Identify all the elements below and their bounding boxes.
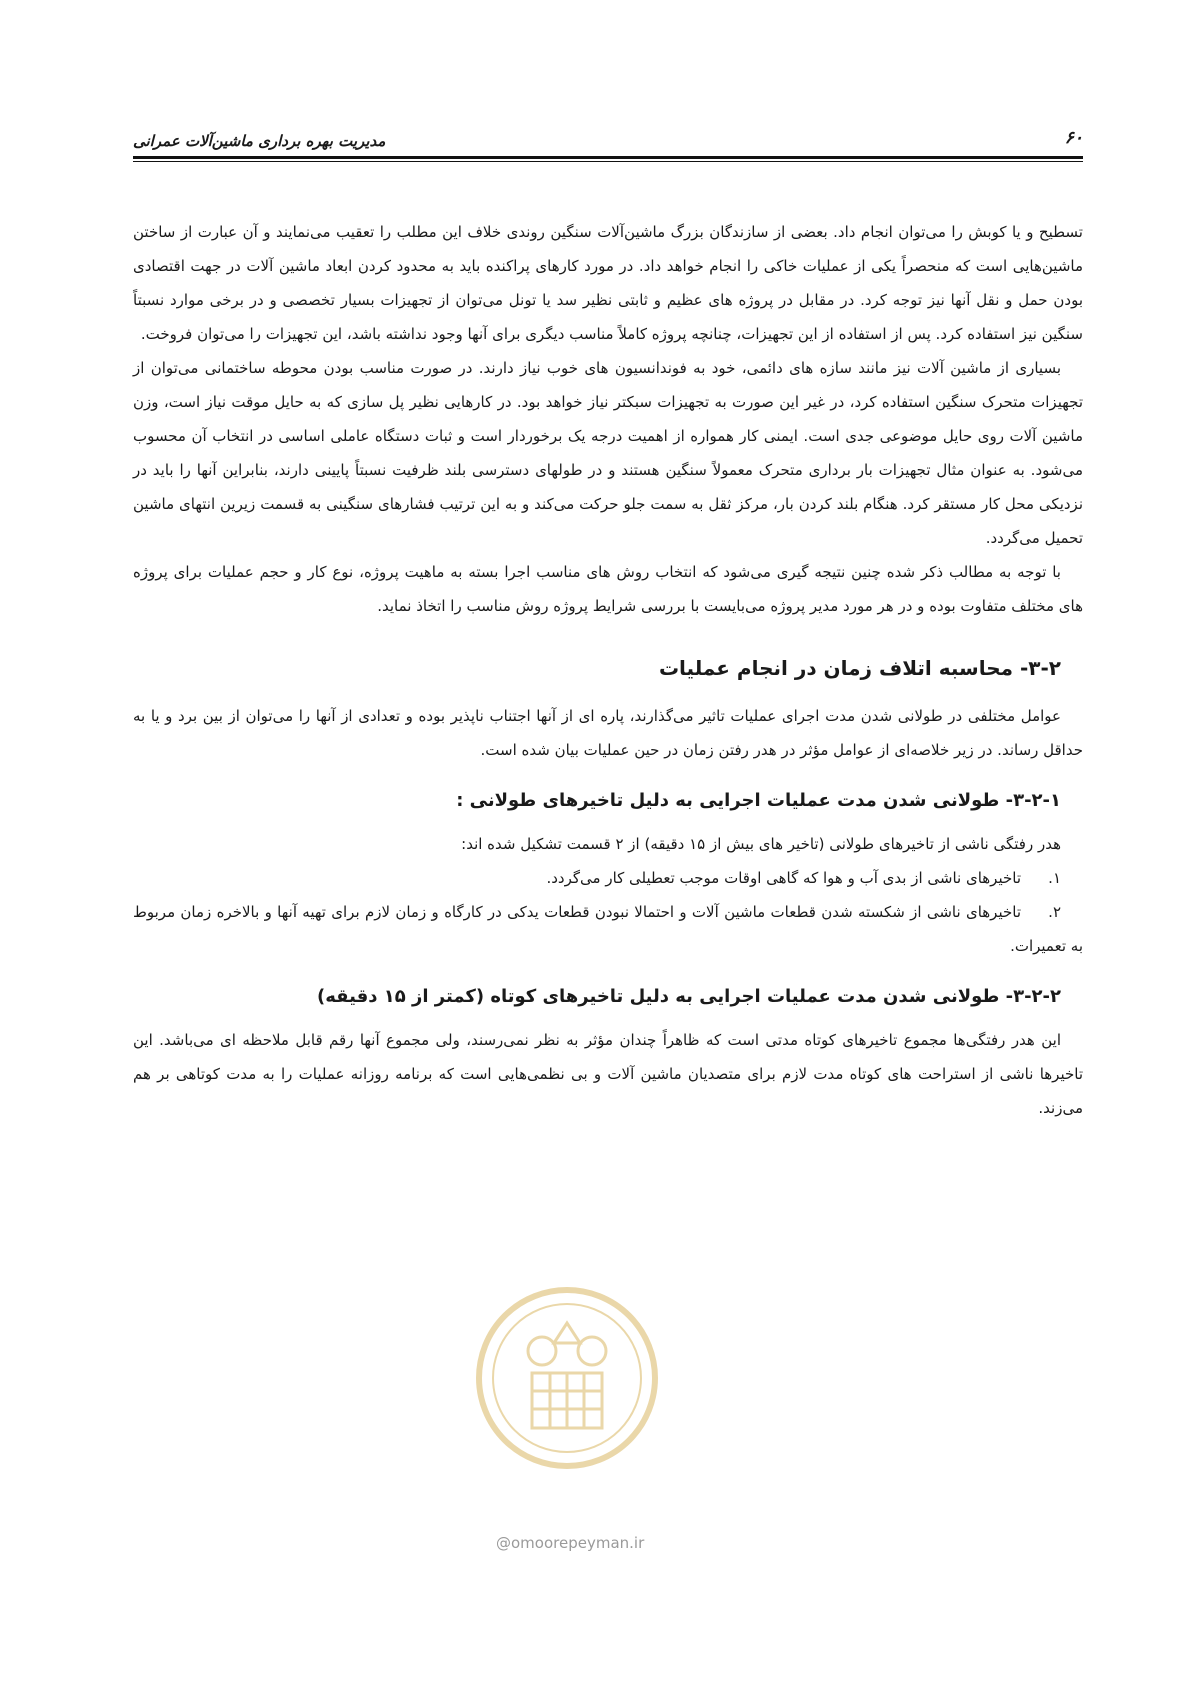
list-item <box>133 861 1083 895</box>
watermark-url: @omoorepeyman.ir <box>496 1534 645 1552</box>
header-rule <box>133 156 1083 159</box>
page-number: ۶۰ <box>1064 128 1083 148</box>
list-number: ۱. <box>1048 869 1061 887</box>
paragraph-continuation: تسطیح و یا کوبش را می‌توان انجام داد. بعضی از سازندگان بزرگ ماشین‌آلات سنگین روندی خلاف این مطلب را تعقیب می‌نمایند و آن عبارت از ساختن ماشین‌هایی است که منحصراً یکی از عملیات خاکی را انجام خواهد داد. در مورد کارهای پراکنده باید به محدود کردن ابعاد ماشین آلات در جهت اقتصادی بودن حمل و نقل آنها نیز توجه کرد. در مقابل در پروژه های عظیم و ثابتی نظیر سد یا تونل می‌توان از تجهیزات بسیار تخصصی و در برخی موارد نسبتاً سنگین نیز استفاده کرد. پس از استفاده از این تجهیزات، چنانچه پروژه کاملاً مناسب دیگری برای آنها وجود نداشته باشد، این تجهیزات را می‌توان فروخت. <box>133 223 1083 343</box>
header-rule-thin <box>133 161 1083 162</box>
list-number: ۲. <box>1048 903 1061 921</box>
body-content <box>133 215 1083 1125</box>
delay-list <box>133 861 1083 963</box>
list-text: تاخیرهای ناشی از بدی آب و هوا که گاهی اوقات موجب تعطیلی کار می‌گردد. <box>546 869 1021 887</box>
paragraph-conclusion: با توجه به مطالب ذکر شده چنین نتیجه گیری می‌شود که انتخاب روش های مناسب اجرا بسته به ماهیت پروژه، نوع کار و حجم عملیات برای پروژه های مختلف متفاوت بوده و در هر مورد مدیر پروژه می‌بایست با بررسی شرایط پروژه روش مناسب را اتخاذ نماید. <box>133 563 1083 615</box>
running-header <box>133 128 1083 158</box>
paragraph-long-delays: هدر رفتگی ناشی از تاخیرهای طولانی (تاخیر های بیش از ۱۵ دقیقه) از ۲ قسمت تشکیل شده اند: <box>461 835 1061 853</box>
subsection-heading-3-2-1: ۳-۲-۱- طولانی شدن مدت عملیات اجرایی به دلیل تاخیرهای طولانی : <box>456 790 1061 811</box>
list-item <box>133 895 1083 963</box>
list-text: تاخیرهای ناشی از شکسته شدن قطعات ماشین آلات و احتمالا نبودن قطعات یدکی در کارگاه و زمان لازم برای تهیه آنها و بالاخره زمان مربوط به تعمیرات. <box>133 903 1083 955</box>
subsection-heading-3-2-2: ۳-۲-۲- طولانی شدن مدت عملیات اجرایی به دلیل تاخیرهای کوتاه (کمتر از ۱۵ دقیقه) <box>317 986 1061 1007</box>
watermark-seal-icon <box>472 1283 662 1473</box>
running-title: مدیریت بهره برداری ماشین‌آلات عمرانی <box>133 132 386 150</box>
paragraph-machinery-foundations: بسیاری از ماشین آلات نیز مانند سازه های دائمی، خود به فوندانسیون های خوب نیاز دارند. در صورت مناسب بودن محوطه ساختمانی می‌توان از تجهیزات متحرک سنگین استفاده کرد، در غیر این صورت به تجهیزات سبکتر نیاز خواهد بود. در کارهایی نظیر پل سازی که به حایل موقت نیاز است، وزن ماشین آلات روی حایل موضوعی جدی است. ایمنی کار همواره از اهمیت درجه یک برخوردار است و ثبات دستگاه عاملی اساسی در انتخاب آن محسوب می‌شود. به عنوان مثال تجهیزات بار برداری متحرک معمولاً سنگین هستند و در طولهای دسترسی بلند ظرفیت نسبتاً پایینی دارند، بنابراین آنها را باید در نزدیکی محل کار مستقر کرد. هنگام بلند کردن بار، مرکز ثقل به سمت جلو حرکت می‌کند و به این ترتیب فشارهای سنگینی به قسمت زیرین انتهای ماشین تحمیل می‌گردد. <box>133 359 1083 547</box>
section-heading-3-2: ۳-۲- محاسبه اتلاف زمان در انجام عملیات <box>658 656 1061 680</box>
paragraph-time-loss-intro: عوامل مختلفی در طولانی شدن مدت اجرای عملیات تاثیر می‌گذارند، پاره ای از آنها اجتناب ناپذیر بوده و تعدادی از آنها را می‌توان از بین برد و یا به حداقل رساند. در زیر خلاصه‌ای از عوامل مؤثر در هدر رفتن زمان در حین عملیات بیان شده است. <box>133 707 1083 759</box>
paragraph-short-delays: این هدر رفتگی‌ها مجموع تاخیرهای کوتاه مدتی است که ظاهراً چندان مؤثر به نظر نمی‌رسند، ولی مجموع آنها رقم قابل ملاحظه ای می‌باشد. این تاخیرها ناشی از استراحت های کوتاه مدت لازم برای متصدیان ماشین آلات و بی نظمی‌هایی است که برنامه روزانه عملیات را به مدت کوتاهی بر هم می‌زند. <box>133 1031 1083 1117</box>
